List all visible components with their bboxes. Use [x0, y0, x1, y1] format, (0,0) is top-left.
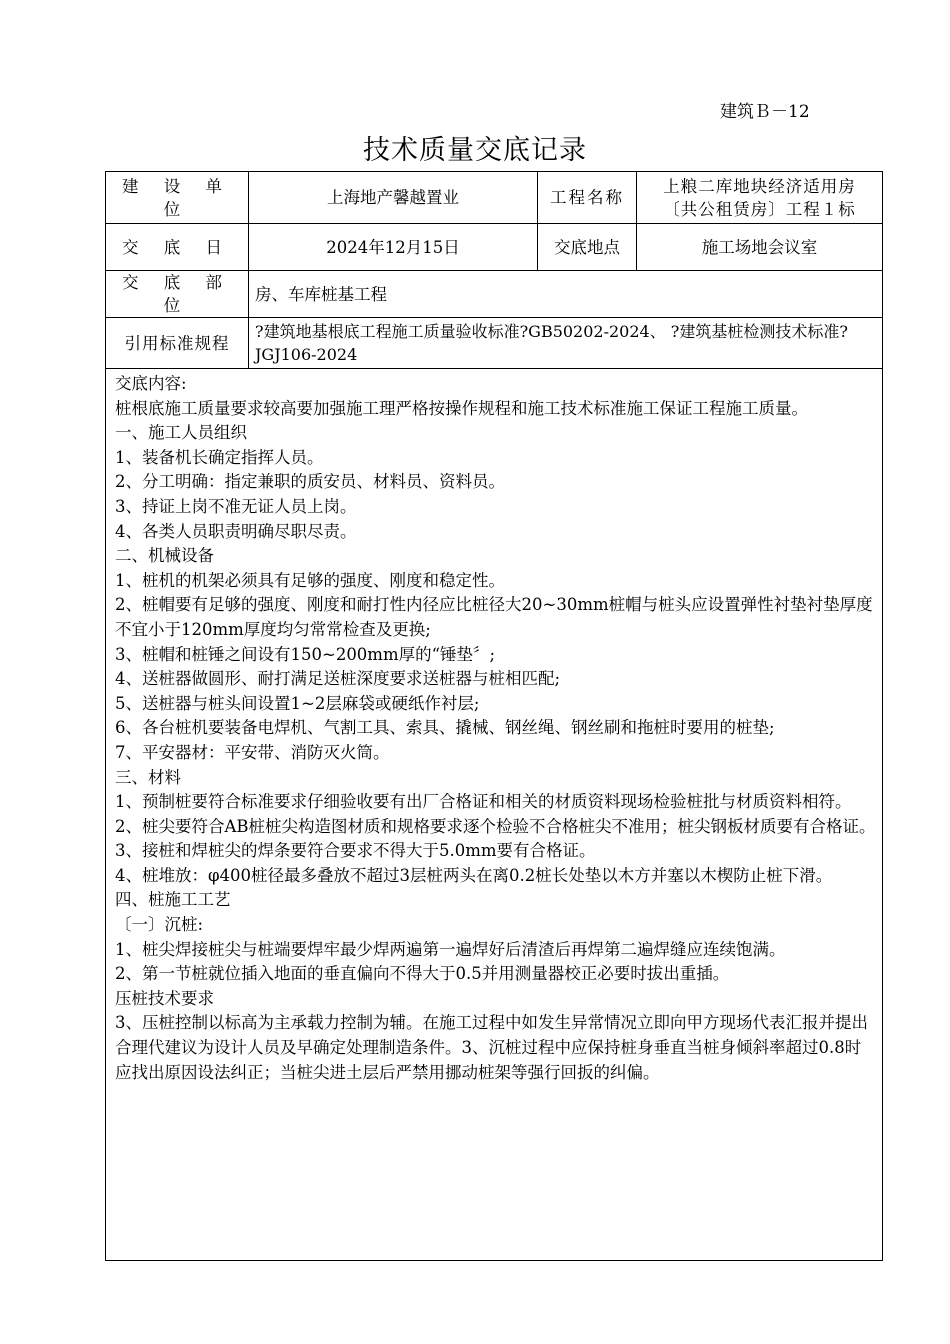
content-line: 二、机械设备: [115, 546, 214, 566]
content-line: 1、桩尖焊接桩尖与桩端要焊牢最少焊两遍第一遍焊好后清渣后再焊第二遍焊缝应连续饱满。: [115, 939, 786, 959]
record-form-table: [105, 171, 883, 1261]
content-line: 三、材料: [115, 767, 181, 787]
location-label: 交底地点: [538, 224, 637, 271]
content-line: 6、各台桩机要装备电焊机、气割工具、索具、撬械、钢丝绳、钢丝刷和拖桩时要用的桩垫;: [115, 718, 775, 738]
content-line: 4、送桩器做圆形、耐打满足送桩深度要求送桩器与桩相匹配;: [115, 669, 561, 689]
row-part: [106, 271, 883, 318]
content-line: 3、桩帽和桩锤之间设有150~200mm厚的“锤垫〞;: [115, 644, 496, 664]
construction-unit-label: 建 设 单 位: [106, 172, 249, 224]
project-name-value: 上粮二库地块经济适用房〔共公租赁房〕工程１标: [637, 172, 883, 224]
content-line: 交底内容:: [115, 374, 187, 393]
content-line: 2、分工明确：指定兼职的质安员、材料员、资料员。: [115, 472, 505, 492]
location-value: 施工场地会议室: [637, 224, 883, 271]
content-line: 2、第一节桩就位插入地面的垂直偏向不得大于0.5并用测量器校正必要时拔出重插。: [115, 964, 730, 984]
row-standard: [106, 318, 883, 369]
project-name-label: 工程名称: [538, 172, 637, 224]
content-line: 4、桩堆放：φ400桩径最多叠放不超过3层桩两头在离0.2桩长处垫以木方并塞以木楔防止桩下滑。: [115, 865, 833, 885]
content-line: 4、各类人员职责明确尽职尽责。: [115, 521, 357, 541]
construction-unit-value: 上海地产馨越置业: [249, 172, 538, 224]
document-title: 技术质量交底记录: [363, 135, 587, 166]
content-line: 桩根底施工质量要求较高要加强施工理严格按操作规程和施工技术标准施工保证工程施工质量。: [115, 398, 808, 418]
row-content: [106, 369, 883, 1261]
content-line: 1、装备机长确定指挥人员。: [115, 447, 324, 467]
content-line: 四、桩施工工艺: [115, 890, 231, 910]
row-date: [106, 224, 883, 271]
content-line: 2、桩帽要有足够的强度、刚度和耐打性内径应比桩径大20~30mm桩帽与桩头应设置弹性衬垫衬垫厚度不宜小于120mm厚度均匀常常检查及更换;: [115, 595, 873, 639]
row-construction-unit: [106, 172, 883, 224]
date-value: 2024年12月15日: [249, 224, 538, 271]
content-line: 7、平安器材：平安带、消防灭火筒。: [115, 742, 390, 762]
document-code: 建筑Ｂ－12: [720, 102, 810, 122]
content-line: 压桩技术要求: [115, 988, 214, 1008]
content-line: 3、接桩和焊桩尖的焊条要符合要求不得大于5.0mm要有合格证。: [115, 841, 596, 861]
content-cell: [106, 369, 883, 1261]
content-line: 一、施工人员组织: [115, 423, 247, 443]
content-line: 3、压桩控制以标高为主承载力控制为辅。在施工过程中如发生异常情况立即向甲方现场代表汇报并提出合理代建议为设计人员及早确定处理制造条件。3、沉桩过程中应保持桩身垂直当桩身倾斜率超过0.8时应找出原因设法纠正；当桩尖进土层后严禁用挪动桩架等强行回扳的纠偏。: [115, 1013, 868, 1082]
content-line: 3、持证上岗不准无证人员上岗。: [115, 496, 357, 516]
date-label: 交 底 日: [106, 224, 249, 271]
part-label: 交 底 部 位: [106, 271, 249, 318]
part-value: 房、车库桩基工程: [249, 271, 883, 318]
content-line: 2、桩尖要符合AB桩桩尖构造图材质和规格要求逐个检验不合格桩尖不准用；桩尖钢板材质要有合格证。: [115, 816, 876, 836]
content-line: 1、桩机的机架必须具有足够的强度、刚度和稳定性。: [115, 570, 505, 590]
content-line: 〔一〕沉桩:: [115, 915, 204, 935]
content-line: 5、送桩器与桩头间设置1~2层麻袋或硬纸作衬层;: [115, 693, 480, 713]
standard-label: 引用标准规程: [106, 318, 249, 369]
standard-value: ?建筑地基根底工程施工质量验收标准?GB50202-2024、 ?建筑基桩检测技术标准?JGJ106-2024: [249, 318, 883, 369]
content-line: 1、预制桩要符合标准要求仔细验收要有出厂合格证和相关的材质资料现场检验桩批与材质资料相符。: [115, 792, 852, 812]
